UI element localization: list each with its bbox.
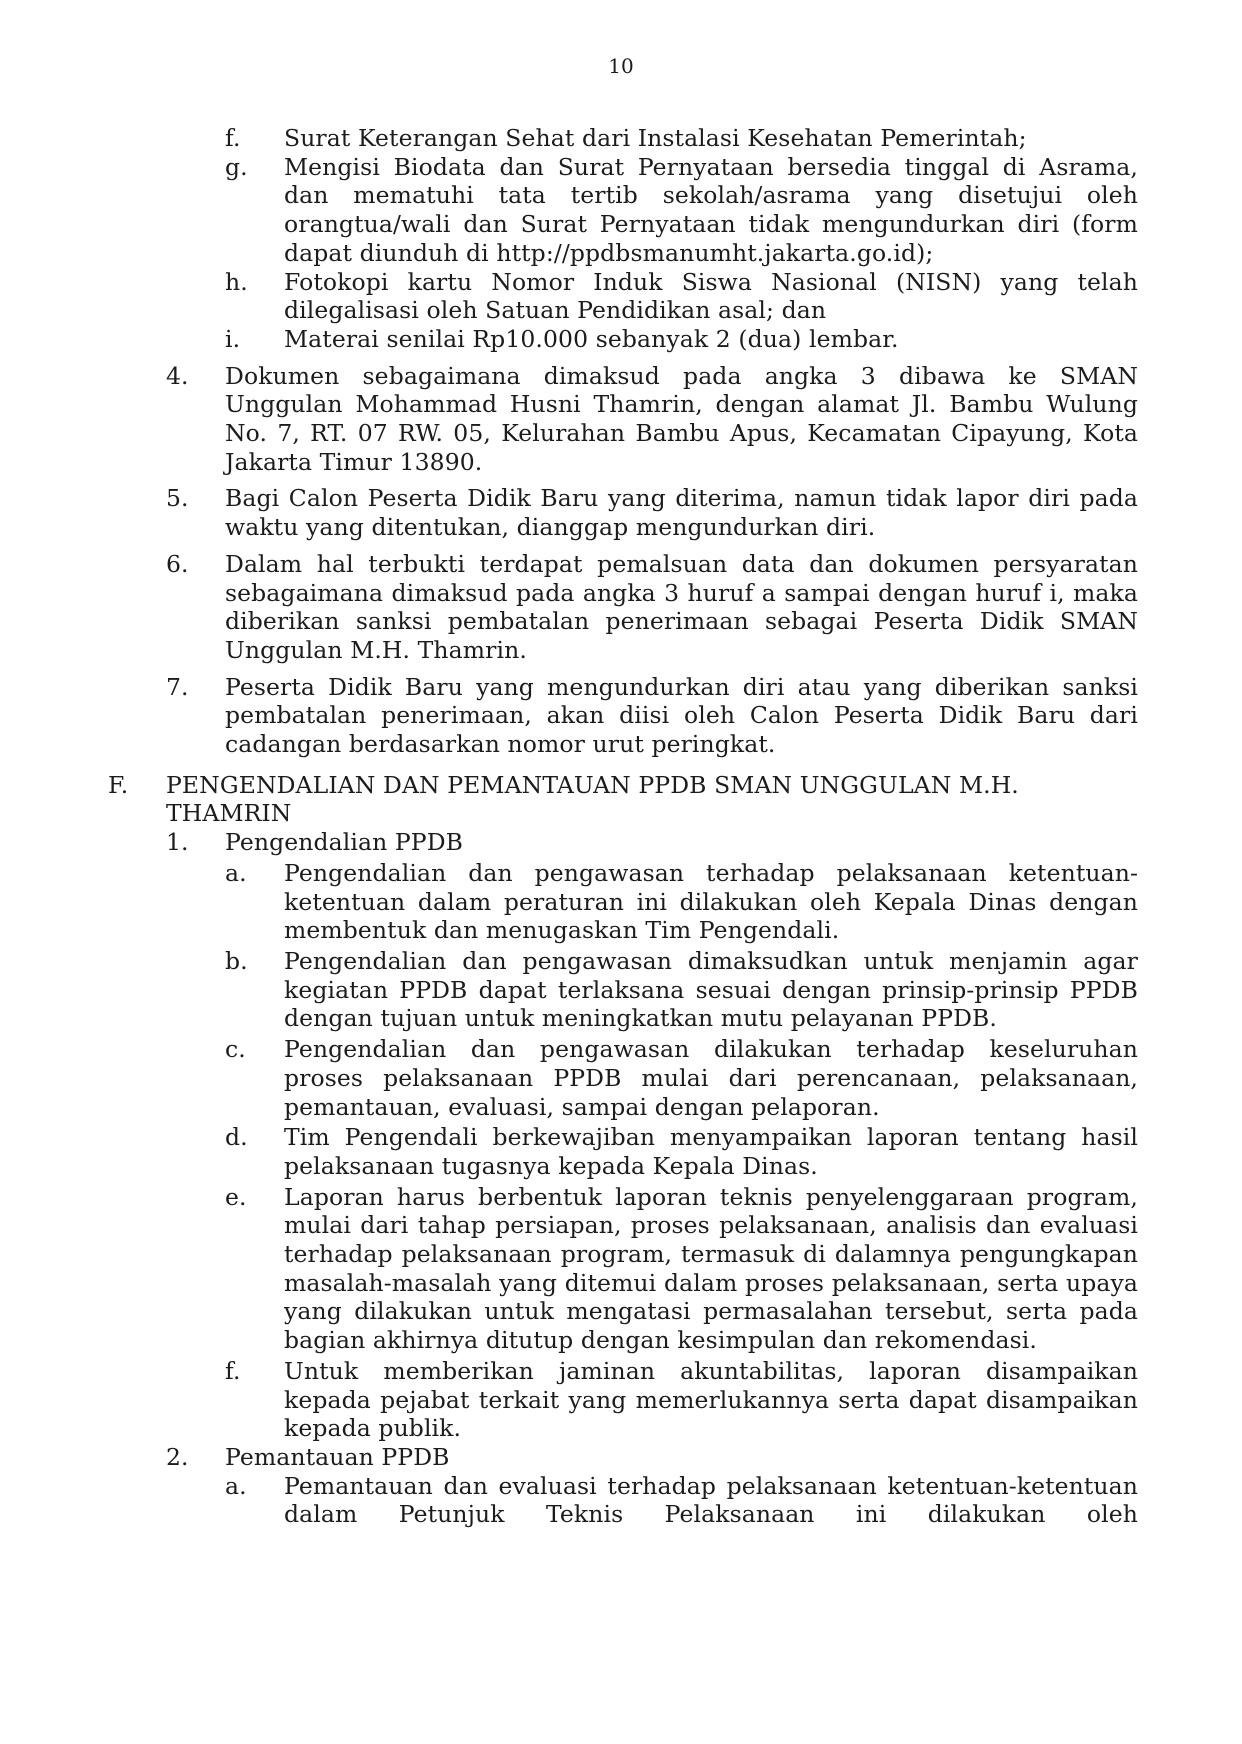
- section-heading: [0, 771, 1134, 828]
- list-item-text: Fotokopi kartu Nomor Induk Siswa Nasional (NISN) yang telah dilegalisasi oleh Satuan Pendidikan asal; dan: [284, 267, 1138, 325]
- list-marker: d.: [225, 1123, 248, 1152]
- numbered-item-text: Dalam hal terbukti terdapat pemalsuan data dan dokumen persyaratan sebagaimana dimaksud pada angka 3 huruf a sampai dengan huruf i, maka diberikan sanksi pembatalan penerimaan sebagai Peserta Didik SMAN Unggulan M.H. Thamrin.: [225, 549, 1138, 664]
- list-item: [0, 1357, 1138, 1443]
- list-marker: i.: [225, 324, 241, 353]
- list-marker: 5.: [166, 484, 189, 513]
- page-number: 10: [608, 54, 634, 78]
- list-item: [0, 124, 1138, 153]
- numbered-item: [0, 362, 1138, 477]
- list-marker: a.: [225, 1471, 247, 1500]
- subsection-title: Pemantauan PPDB: [225, 1442, 450, 1471]
- list-marker: 4.: [166, 361, 189, 390]
- list-marker: a.: [225, 858, 247, 887]
- numbered-item: [0, 550, 1138, 665]
- document-body: [0, 124, 1242, 1529]
- list-item: [0, 325, 1138, 354]
- list-item-text: Pengendalian dan pengawasan dilakukan terhadap keseluruhan proses pelaksanaan PPDB mulai dari perencanaan, pelaksanaan, pemantauan, evaluasi, sampai dengan pelaporan.: [284, 1035, 1138, 1121]
- list-marker: h.: [225, 267, 248, 296]
- list-item: [0, 268, 1138, 325]
- list-item-text: Tim Pengendali berkewajiban menyampaikan laporan tentang hasil pelaksanaan tugasnya kepada Kepala Dinas.: [284, 1123, 1138, 1180]
- subsection-heading: [0, 1443, 1138, 1472]
- list-item-text: Laporan harus berbentuk laporan teknis penyelenggaraan program, mulai dari tahap persiapan, proses pelaksanaan, analisis dan evaluasi terhadap pelaksanaan program, termasuk di dalamnya pengungkapan masalah-masalah yang ditemui dalam proses pelaksanaan, serta upaya yang dilakukan untuk mengatasi permasalahan tersebut, serta pada bagian akhirnya ditutup dengan kesimpulan dan rekomendasi.: [284, 1182, 1138, 1355]
- list-marker: 2.: [166, 1442, 189, 1471]
- list-marker: e.: [225, 1182, 247, 1211]
- list-item: [0, 859, 1138, 945]
- list-marker: 1.: [166, 828, 189, 857]
- subsection-heading: [0, 828, 1138, 857]
- numbered-item: [0, 673, 1138, 759]
- list-marker: f.: [225, 124, 241, 152]
- list-marker: c.: [225, 1035, 246, 1064]
- list-item: [0, 153, 1138, 268]
- section-title: PENGENDALIAN DAN PEMANTAUAN PPDB SMAN UNGGULAN M.H. THAMRIN: [166, 770, 1019, 828]
- list-item-text: Pemantauan dan evaluasi terhadap pelaksanaan ketentuan-ketentuan dalam Petunjuk Teknis Pelaksanaan ini dilakukan oleh: [284, 1471, 1138, 1529]
- list-item: [0, 947, 1138, 1033]
- list-item-text: Pengendalian dan pengawasan terhadap pelaksanaan ketentuan-ketentuan dalam peraturan ini dilakukan oleh Kepala Dinas dengan membentuk dan menugaskan Tim Pengendali.: [284, 858, 1138, 945]
- list-item-text: Untuk memberikan jaminan akuntabilitas, laporan disampaikan kepada pejabat terkait yang memerlukannya serta dapat disampaikan kepada publik.: [284, 1356, 1138, 1443]
- list-marker: b.: [225, 946, 248, 975]
- list-item-text: Surat Keterangan Sehat dari Instalasi Kesehatan Pemerintah;: [284, 124, 1027, 152]
- list-item: [0, 1035, 1138, 1121]
- list-marker: f.: [225, 1356, 241, 1385]
- list-item-text: Materai senilai Rp10.000 sebanyak 2 (dua) lembar.: [284, 324, 899, 353]
- list-item: [0, 1183, 1138, 1355]
- subsection-title: Pengendalian PPDB: [225, 828, 464, 857]
- list-item: [0, 1123, 1138, 1180]
- list-item-text: Mengisi Biodata dan Surat Pernyataan bersedia tinggal di Asrama, dan mematuhi tata tertib sekolah/asrama yang disetujui oleh orangtua/wali dan Surat Pernyataan tidak mengundurkan diri (form dapat diunduh di http://ppdbsmanumht.jakarta.go.id);: [284, 152, 1138, 267]
- numbered-item-text: Dokumen sebagaimana dimaksud pada angka 3 dibawa ke SMAN Unggulan Mohammad Husni Thamrin, dengan alamat Jl. Bambu Wulung No. 7, RT. 07 RW. 05, Kelurahan Bambu Apus, Kecamatan Cipayung, Kota Jakarta Timur 13890.: [225, 361, 1138, 476]
- list-marker: g.: [225, 152, 248, 181]
- list-marker: 6.: [166, 549, 189, 578]
- list-marker: 7.: [166, 672, 189, 701]
- section-marker: F.: [108, 770, 129, 799]
- list-item: [0, 1472, 1138, 1529]
- numbered-item: [0, 484, 1138, 541]
- numbered-item-text: Bagi Calon Peserta Didik Baru yang diterima, namun tidak lapor diri pada waktu yang ditentukan, dianggap mengundurkan diri.: [225, 484, 1138, 542]
- numbered-item-text: Peserta Didik Baru yang mengundurkan diri atau yang diberikan sanksi pembatalan penerimaan, akan diisi oleh Calon Peserta Didik Baru dari cadangan berdasarkan nomor urut peringkat.: [225, 672, 1138, 759]
- list-item-text: Pengendalian dan pengawasan dimaksudkan untuk menjamin agar kegiatan PPDB dapat terlaksana sesuai dengan prinsip-prinsip PPDB dengan tujuan untuk meningkatkan mutu pelayanan PPDB.: [284, 946, 1138, 1033]
